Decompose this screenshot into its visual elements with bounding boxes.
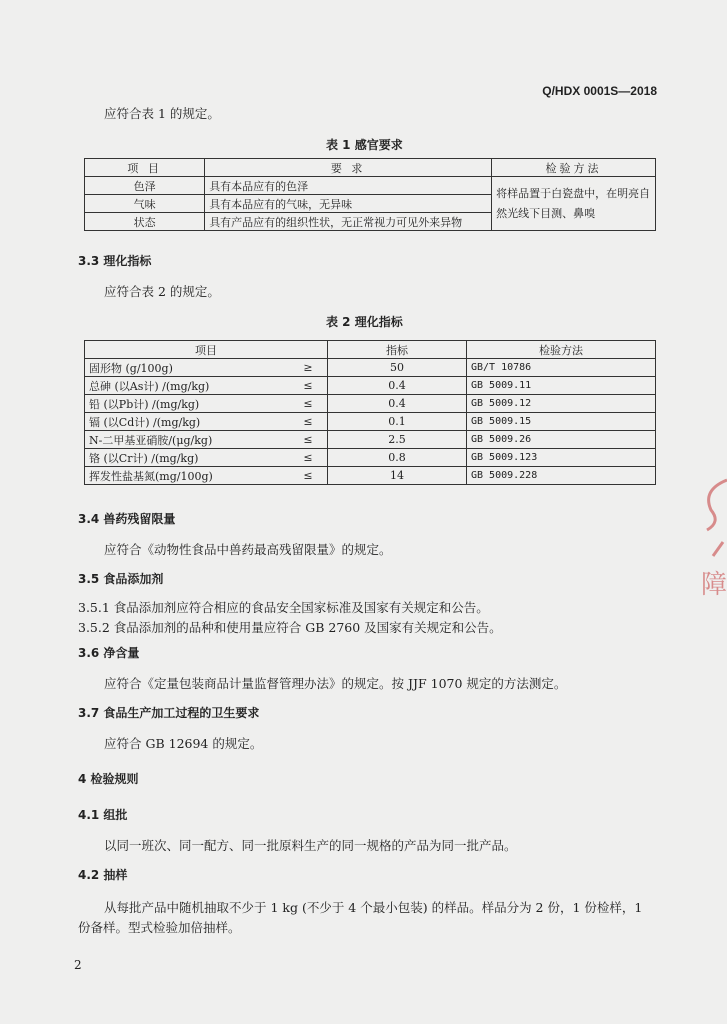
table2-caption: 表 2 理化指标 [326, 315, 403, 329]
table2-header-item: 项目 [85, 341, 328, 359]
table2-header-value: 指标 [328, 341, 467, 359]
section-3-5-2: 3.5.2 食品添加剂的品种和使用量应符合 GB 2760 及国家有关规定和公告。 [78, 620, 502, 635]
standard-code: Q/HDX 0001S—2018 [542, 84, 657, 98]
table1-header-method: 检验方法 [492, 159, 656, 177]
section-3-5-title: 3.5 食品添加剂 [78, 572, 164, 586]
section-3-3-title: 3.3 理化指标 [78, 254, 152, 268]
section-4-1-body: 以同一班次、同一配方、同一批原料生产的同一规格的产品为同一批产品。 [104, 838, 517, 853]
physicochemical-table [84, 340, 656, 485]
table1-header-item: 项 目 [85, 159, 205, 177]
table-row: 状态 具有产品应有的组织性状，无正常视力可见外来异物 [85, 213, 656, 231]
sensory-table [84, 158, 656, 231]
section-3-5-1: 3.5.1 食品添加剂应符合相应的食品安全国家标准及国家有关规定和公告。 [78, 600, 489, 615]
intro-text: 应符合表 1 的规定。 [104, 106, 220, 121]
section-3-7-body: 应符合 GB 12694 的规定。 [104, 736, 263, 751]
section-4-2-line1: 从每批产品中随机抽取不少于 1 kg (不少于 4 个最小包装) 的样品。样品分为 2 份，1 份检样，1 [104, 900, 643, 915]
section-3-6-title: 3.6 净含量 [78, 646, 140, 660]
table-row: 挥发性盐基氮(mg/100g) ≤ 14 GB 5009.228 [85, 467, 656, 485]
section-3-7-title: 3.7 食品生产加工过程的卫生要求 [78, 706, 260, 720]
table-row: 气味 具有本品应有的气味，无异味 [85, 195, 656, 213]
section-4-2-line2: 份备样。型式检验加倍抽样。 [78, 920, 241, 935]
table2-header-method: 检验方法 [467, 341, 656, 359]
page-number: 2 [74, 958, 82, 972]
table-row: 色泽 具有本品应有的色泽 将样品置于白瓷盘中，在明亮自然光线下目测、鼻嗅 [85, 177, 656, 195]
table-row: N-二甲基亚硝胺/(μg/kg) ≤ 2.5 GB 5009.26 [85, 431, 656, 449]
section-3-3-body: 应符合表 2 的规定。 [104, 284, 220, 299]
section-3-4-title: 3.4 兽药残留限量 [78, 512, 176, 526]
section-4-2-title: 4.2 抽样 [78, 868, 128, 882]
seal-stamp [697, 470, 727, 610]
table-row: 铅 (以Pb计) /(mg/kg) ≤ 0.4 GB 5009.12 [85, 395, 656, 413]
table1-caption: 表 1 感官要求 [326, 138, 403, 152]
section-3-4-body: 应符合《动物性食品中兽药最高残留限量》的规定。 [104, 542, 392, 557]
section-4-1-title: 4.1 组批 [78, 808, 128, 822]
table1-method-cell: 将样品置于白瓷盘中，在明亮自然光线下目测、鼻嗅 [492, 177, 656, 231]
section-3-6-body: 应符合《定量包装商品计量监督管理办法》的规定。按 JJF 1070 规定的方法测定。 [104, 676, 567, 691]
stamp-char: 障 [701, 570, 727, 600]
table1-header-req: 要 求 [205, 159, 492, 177]
table-row: 总砷 (以As计) /(mg/kg) ≤ 0.4 GB 5009.11 [85, 377, 656, 395]
section-4-title: 4 检验规则 [78, 772, 139, 786]
table-row: 镉 (以Cd计) /(mg/kg) ≤ 0.1 GB 5009.15 [85, 413, 656, 431]
table-row: 固形物 (g/100g) ≥ 50 GB/T 10786 [85, 359, 656, 377]
table-row: 铬 (以Cr计) /(mg/kg) ≤ 0.8 GB 5009.123 [85, 449, 656, 467]
